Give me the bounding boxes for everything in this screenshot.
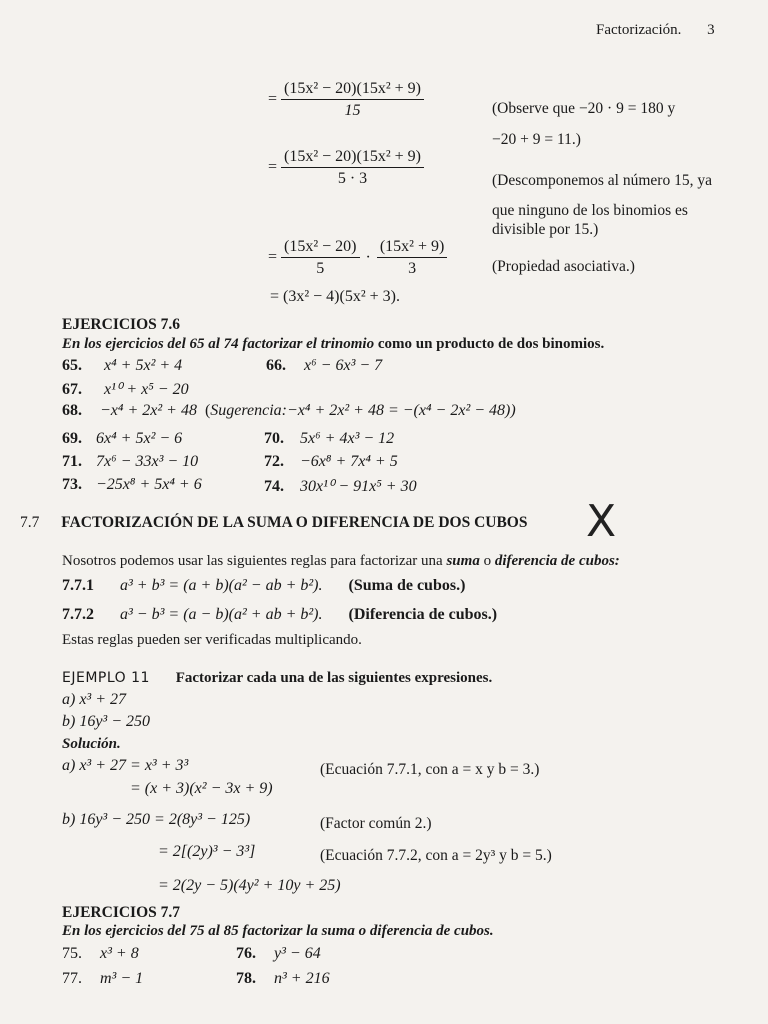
hint-expression: −x⁴ + 2x² + 48 = −(x⁴ − 2x² − 48)) xyxy=(287,402,516,419)
solucion-label: Solución. xyxy=(62,736,121,752)
exercise-69: 69. 6x⁴ + 5x² − 6 xyxy=(62,430,183,447)
header-title: Factorización. xyxy=(596,22,682,38)
running-header xyxy=(596,22,715,39)
exercise-78: 78. n³ + 216 xyxy=(236,970,330,987)
section-heading-ejercicios-7-7: EJERCICIOS 7.7 xyxy=(62,904,180,921)
section-number: 7.7 xyxy=(20,514,40,531)
solution-b-note-1: (Factor común 2.) xyxy=(320,815,432,832)
exercise-77: 77. m³ − 1 xyxy=(62,970,144,987)
ejemplo-label: EJEMPLO 11 xyxy=(62,670,150,686)
section-heading-7-7 xyxy=(20,514,527,532)
rule-7-7-2: 7.7.2 a³ − b³ = (a − b)(a² + ab + b²). (Diferencia de cubos.) xyxy=(62,606,498,623)
solution-b-note-2: (Ecuación 7.7.2, con a = 2y³ y b = 5.) xyxy=(320,847,552,864)
section-title: FACTORIZACIÓN DE LA SUMA O DIFERENCIA DE DOS CUBOS xyxy=(61,514,528,531)
section-heading-ejercicios-7-6: EJERCICIOS 7.6 xyxy=(62,316,180,333)
derivation-line-3: = $\frac{\text{(15x² − 20)}}{5}$ · $\frac{\text{(15x² + 9)}}{3}$ xyxy=(268,238,447,278)
fraction-denominator: 15 xyxy=(344,102,361,119)
solution-b-line-1: b) 16y³ − 250 = 2(8y³ − 125) xyxy=(62,811,251,828)
note-observe-1: (Observe que −20 · 9 = 180 y xyxy=(492,100,676,117)
exercise-65: 65. x⁴ + 5x² + 4 xyxy=(62,357,183,374)
handwritten-x-mark: X xyxy=(586,496,617,547)
exercise-72: 72. −6x⁸ + 7x⁴ + 5 xyxy=(264,453,398,470)
note-asociativa: (Propiedad asociativa.) xyxy=(492,258,635,275)
solution-b-line-3: = 2(2y − 5)(4y² + 10y + 25) xyxy=(158,877,341,894)
page-number: 3 xyxy=(707,22,715,38)
ejemplo-part-b: b) 16y³ − 250 xyxy=(62,713,151,730)
hint-label: Sugerencia: xyxy=(210,402,287,419)
solution-b-line-2: = 2[(2y)³ − 3³] xyxy=(158,843,256,860)
note-observe-2: −20 + 9 = 11.) xyxy=(492,131,581,148)
derivation-line-1: = $\frac{\text{(15x² − 20)(15x² + 9)}}{15}$ xyxy=(268,80,424,120)
fraction-denominator-a: 5 xyxy=(316,260,325,277)
solution-a-line-1: a) x³ + 27 = x³ + 3³ xyxy=(62,757,189,774)
exercise-68: 68. −x⁴ + 2x² + 48 (Sugerencia:−x⁴ + 2x² + 48 = −(x⁴ − 2x² − 48)) xyxy=(62,402,516,419)
ejemplo-11-heading xyxy=(62,670,492,687)
solution-a-note: (Ecuación 7.7.1, con a = x y b = 3.) xyxy=(320,761,540,778)
derivation-line-2: = $\frac{\text{(15x² − 20)(15x² + 9)}}{5 \cdot 3}$ xyxy=(268,148,424,188)
solution-a-line-2: = (x + 3)(x² − 3x + 9) xyxy=(130,780,273,797)
fraction-numerator-b: (15x² + 9) xyxy=(377,238,447,258)
verify-note: Estas reglas pueden ser verificadas multiplicando. xyxy=(62,632,362,648)
exercise-73: 73. −25x⁸ + 5x⁴ + 6 xyxy=(62,476,202,493)
fraction-numerator-a: (15x² − 20) xyxy=(281,238,359,258)
ejercicios-7-7-instruction: En los ejercicios del 75 al 85 factorizar la suma o diferencia de cubos. xyxy=(62,923,494,939)
fraction-numerator: (15x² − 20)(15x² + 9) xyxy=(281,80,424,100)
ejercicios-7-6-instruction: En los ejercicios del 65 al 74 factorizar el trinomio como un producto de dos binomios. xyxy=(62,336,605,352)
note-descomponemos-1: (Descomponemos al número 15, ya xyxy=(492,172,712,189)
note-descomponemos-3: divisible por 15.) xyxy=(492,221,599,238)
fraction-denominator: 5 · 3 xyxy=(337,170,368,187)
exercise-66: 66. x⁶ − 6x³ − 7 xyxy=(266,357,383,374)
ejemplo-task: Factorizar cada una de las siguientes expresiones. xyxy=(175,670,493,686)
ejemplo-part-a: a) x³ + 27 xyxy=(62,691,127,708)
section-7-7-intro: Nosotros podemos usar las siguientes reglas para factorizar una suma o diferencia de cubos: xyxy=(62,553,620,569)
exercise-71: 71. 7x⁶ − 33x³ − 10 xyxy=(62,453,199,470)
derivation-line-4: = (3x² − 4)(5x² + 3). xyxy=(270,288,400,305)
fraction-numerator: (15x² − 20)(15x² + 9) xyxy=(281,148,424,168)
fraction-denominator-b: 3 xyxy=(408,260,417,277)
exercise-76: 76. y³ − 64 xyxy=(236,945,321,962)
exercise-75: 75. x³ + 8 xyxy=(62,945,139,962)
exercise-70: 70. 5x⁶ + 4x³ − 12 xyxy=(264,430,395,447)
exercise-67: 67. x¹⁰ + x⁵ − 20 xyxy=(62,381,189,398)
note-descomponemos-2: que ninguno de los binomios es xyxy=(492,202,688,219)
exercise-74: 74. 30x¹⁰ − 91x⁵ + 30 xyxy=(264,478,417,495)
rule-7-7-1: 7.7.1 a³ + b³ = (a + b)(a² − ab + b²). (Suma de cubos.) xyxy=(62,577,466,594)
